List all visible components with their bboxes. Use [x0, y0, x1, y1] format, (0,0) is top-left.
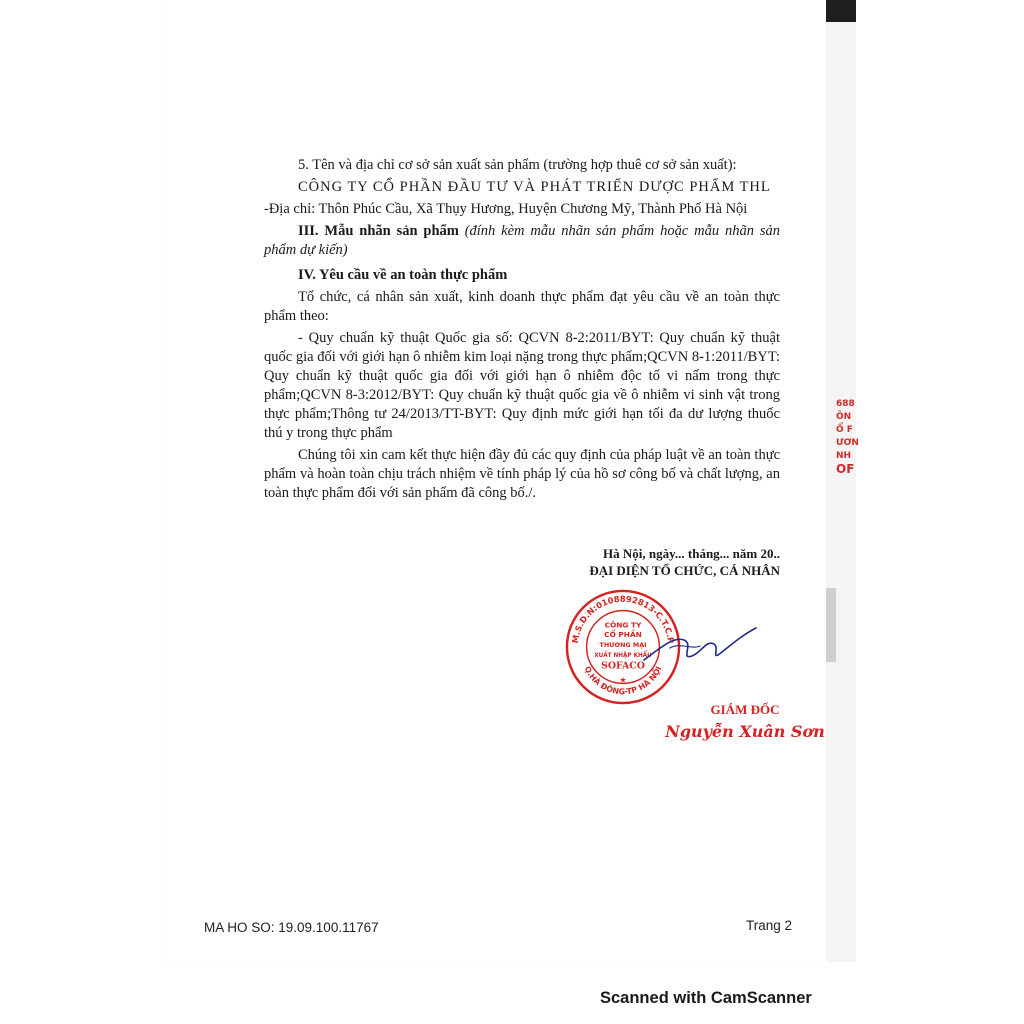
document-body [264, 156, 780, 506]
stamp-ring-bottom: Q.HÀ ĐÔNG-TP HÀ NỘI [582, 664, 664, 697]
stamp-ring-text: M.S.D.N:0108892813-C.T.C.P [569, 593, 677, 644]
signature-block [560, 545, 780, 579]
commitment-text: Chúng tôi xin cam kết thực hiện đầy đủ các quy định của pháp luật về an toàn thực phẩm và hoàn toàn chịu trách nhiệm về tính pháp lý của hồ sơ công bố và chất lượng, an toàn thực phẩm đối với sản phẩm đã công bố./. [264, 447, 780, 501]
stamp-star-icon: ★ [619, 675, 627, 685]
dossier-code: MA HO SO: 19.09.100.11767 [204, 920, 379, 935]
edge-stamp-line: Ổ F [836, 425, 853, 435]
director-name: Nguyễn Xuân Sơn [665, 722, 825, 741]
section4-heading: IV. Yêu cầu về an toàn thực phẩm [298, 267, 508, 283]
edge-stamp-line: NH [836, 451, 852, 461]
stamp-line4: XUẤT NHẬP KHẨU [594, 652, 652, 659]
standards-text: - Quy chuẩn kỹ thuật Quốc gia số: QCVN 8-2:2011/BYT: Quy chuẩn kỹ thuật quốc gia đối với giới hạn ô nhiễm kim loại nặng trong thực phẩm;QCVN 8-1:2011/BYT: Quy chuẩn kỹ thuật quốc gia đối với giới hạn ô nhiễm độc tố vi nấm trong thực phẩm;QCVN 8-3:2012/BYT: Quy chuẩn kỹ thuật quốc gia về ô nhiễm vi sinh vật trong thực phẩm;Thông tư 24/2013/TT-BYT: Quy định mức giới hạn tối đa dư lượng thuốc thú y trong thực phẩm [264, 330, 780, 441]
section3 [264, 222, 780, 260]
section3-note: (đính kèm mẫu nhãn sản phẩm hoặc mẫu nhãn sản phẩm dự kiến) [264, 223, 780, 258]
company-address: -Địa chỉ: Thôn Phúc Cầu, Xã Thụy Hương, Huyện Chương Mỹ, Thành Phố Hà Nội [264, 201, 748, 217]
dark-corner [826, 0, 856, 22]
item5-text: 5. Tên và địa chỉ cơ sở sản xuất sản phẩm (trường hợp thuê cơ sở sản xuất): [298, 157, 737, 173]
place-date: Hà Nội, ngày... tháng... năm 20.. [603, 546, 780, 561]
edge-stamp-line: 688 [836, 399, 855, 409]
edge-stamp-line: ƯƠN [836, 438, 859, 448]
director-title: GIÁM ĐỐC [710, 702, 780, 717]
stamp-line2: CỔ PHẦN [604, 630, 642, 640]
representative-label: ĐẠI DIỆN TỔ CHỨC, CÁ NHÂN [589, 563, 780, 578]
scanner-watermark: Scanned with CamScanner [600, 989, 812, 1007]
page-number: Trang 2 [746, 918, 793, 933]
company-name: CÔNG TY CỔ PHẦN ĐẦU TƯ VÀ PHÁT TRIỂN DƯỢC PHẨM THL [298, 179, 771, 195]
director-block [660, 702, 830, 741]
section3-heading: III. Mẫu nhãn sản phẩm [298, 223, 459, 239]
edge-shadow [826, 588, 836, 662]
edge-stamp-fragment [836, 398, 859, 518]
handwritten-signature [640, 618, 760, 674]
edge-stamp-line: ÔN [836, 412, 852, 422]
stamp-line3: THƯƠNG MẠI [599, 641, 647, 649]
stamp-line5: SOFACO [601, 660, 645, 672]
edge-stamp-line: OF [836, 462, 855, 476]
section4-intro: Tổ chức, cá nhân sản xuất, kinh doanh thực phẩm đạt yêu cầu về an toàn thực phẩm theo: [264, 289, 780, 324]
stamp-line1: CÔNG TY [604, 620, 642, 630]
